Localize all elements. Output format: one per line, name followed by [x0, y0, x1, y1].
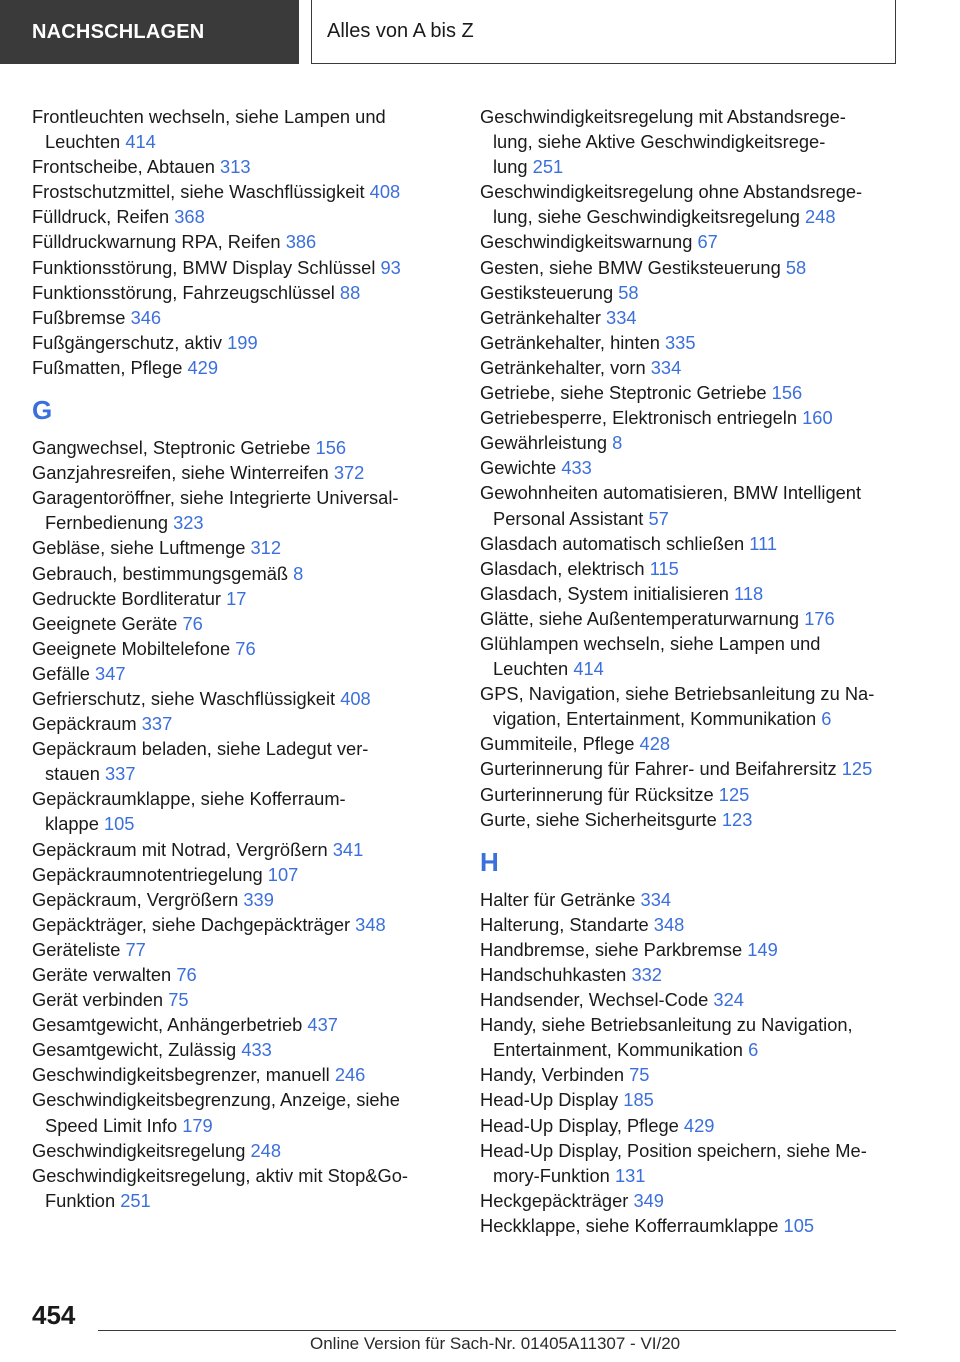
index-entry-text: Ganzjahresreifen, siehe Winterreifen [32, 462, 329, 484]
index-entry-text: Gestiksteuerung [480, 281, 614, 303]
index-entry [32, 305, 452, 330]
index-entry-text: Geräte verwalten [32, 964, 172, 985]
page-reference-link[interactable]: 6 [748, 1039, 759, 1061]
index-entry [480, 1087, 900, 1112]
page-reference-link[interactable]: 17 [226, 587, 247, 609]
page-reference-link[interactable]: 125 [718, 783, 750, 805]
index-entry [32, 280, 452, 305]
index-entry [480, 681, 900, 731]
index-entry [480, 104, 900, 179]
index-entry-text: Glühlampen wechseln, siehe Lampen und [480, 632, 821, 654]
index-entry [32, 355, 452, 380]
index-entry-text: lung, siehe Geschwindigkeitsregelung [493, 206, 800, 228]
index-letter-heading: G [32, 395, 53, 426]
index-entry-text: Geräteliste [32, 938, 121, 960]
index-entry [32, 229, 452, 254]
index-entry-text: lung, siehe Aktive Geschwindigkeitsrege- [493, 131, 826, 153]
index-entry [32, 862, 452, 887]
page-reference-link[interactable]: 339 [243, 888, 274, 910]
index-entry-text: Gefälle [32, 662, 90, 684]
page-reference-link[interactable]: 199 [227, 331, 258, 353]
index-entry-text: Gefrierschutz, siehe Waschflüssigkeit [32, 687, 336, 709]
index-entry-text: Gebrauch, bestimmungsgemäß [32, 562, 289, 584]
index-entry-text: Geeignete Mobiltelefone [32, 637, 231, 659]
page-reference-link[interactable]: 8 [612, 432, 623, 454]
index-entry-text: Leuchten [45, 131, 121, 153]
index-entry-text: Fußgängerschutz, aktiv [32, 331, 223, 353]
index-entry [32, 435, 452, 460]
index-entry [480, 305, 900, 330]
page-reference-link[interactable]: 429 [187, 356, 218, 378]
page-reference-link[interactable]: 334 [650, 356, 682, 378]
index-entry-text: mory-Funktion [493, 1164, 610, 1186]
index-entry [32, 837, 452, 862]
index-entry [480, 987, 900, 1012]
index-entry-text: Frontleuchten wechseln, siehe Lampen und [32, 106, 386, 127]
page-reference-link[interactable]: 107 [267, 863, 299, 885]
page-reference-link[interactable]: 76 [182, 612, 203, 634]
index-entry [480, 330, 900, 355]
page-reference-link[interactable]: 118 [734, 582, 764, 604]
index-entry [32, 686, 452, 711]
index-entry-text: Gewährleistung [480, 432, 608, 454]
page-reference-link[interactable]: 75 [629, 1064, 650, 1086]
page-reference-link[interactable]: 346 [130, 306, 162, 328]
index-entry-text: Glasdach, System initialisieren [480, 582, 729, 604]
index-entry-text: Gurterinnerung für Fahrer- und Beifahrersitz [480, 758, 837, 780]
index-entry-text: Gepäckraum mit Notrad, Vergrößern [32, 838, 328, 860]
index-entry-text: Funktionsstörung, Fahrzeugschlüssel [32, 281, 335, 303]
index-entry [32, 912, 452, 937]
page-reference-link[interactable]: 248 [805, 206, 836, 228]
index-entry-text: Glasdach automatisch schließen [480, 532, 745, 554]
index-entry [480, 581, 900, 606]
page-reference-link[interactable]: 349 [633, 1189, 664, 1211]
page-reference-link[interactable]: 251 [120, 1189, 151, 1211]
page-reference-link[interactable]: 368 [174, 206, 205, 228]
page-reference-link[interactable]: 160 [802, 407, 833, 429]
index-entry-text: Getriebe, siehe Steptronic Getriebe [480, 382, 767, 404]
page-reference-link[interactable]: 176 [804, 607, 835, 629]
index-entry [32, 154, 452, 179]
footer-online-version: Online Version für Sach-Nr. 01405A11307 - VI/20 [310, 1334, 681, 1353]
page-reference-link[interactable]: 414 [125, 131, 156, 153]
page-reference-link[interactable]: 88 [339, 281, 361, 303]
index-entry-text: Halter für Getränke [480, 888, 636, 910]
index-entry [32, 1163, 452, 1213]
index-entry [480, 912, 900, 937]
index-entry-text: Geschwindigkeitsregelung [32, 1139, 246, 1161]
index-entry [480, 1062, 900, 1087]
index-entry [480, 1188, 900, 1213]
index-entry-text: Gedruckte Bordliteratur [32, 587, 221, 609]
page-reference-link[interactable]: 335 [664, 331, 696, 353]
page-reference-link[interactable]: 347 [95, 662, 126, 684]
index-entry-text: Handsender, Wechsel-Code [480, 989, 709, 1011]
page-reference-link[interactable]: 6 [821, 708, 832, 730]
page-reference-link[interactable]: 149 [747, 938, 778, 960]
index-column-right [480, 104, 900, 1238]
index-entry [32, 460, 452, 485]
index-entry-text: stauen [45, 763, 100, 785]
page-reference-link[interactable]: 414 [573, 658, 604, 680]
page-reference-link[interactable]: 334 [606, 306, 637, 328]
page-reference-link[interactable]: 433 [561, 457, 592, 479]
index-entry [32, 204, 452, 229]
page-reference-link[interactable]: 179 [182, 1114, 213, 1136]
page-reference-link[interactable]: 156 [315, 437, 347, 459]
index-entry-text: Funktion [45, 1189, 116, 1211]
index-entry-text: Handbremse, siehe Parkbremse [480, 938, 743, 960]
page-reference-link[interactable]: 372 [333, 462, 365, 484]
index-entry [32, 179, 452, 204]
section-label: NACHSCHLAGEN [32, 20, 205, 43]
index-entry [480, 731, 900, 756]
index-entry [32, 1138, 452, 1163]
page-reference-link[interactable]: 111 [749, 532, 778, 554]
page-reference-link[interactable]: 332 [631, 964, 662, 985]
page-reference-link[interactable]: 337 [141, 713, 173, 735]
index-entry-text: Gesamtgewicht, Anhängerbetrieb [32, 1014, 303, 1036]
index-entry [32, 786, 452, 836]
index-entry-text: Fußbremse [32, 306, 126, 328]
index-entry-text: Gesten, siehe BMW Gestiksteuerung [480, 256, 781, 278]
index-entry [32, 962, 452, 987]
index-entry [32, 1012, 452, 1037]
index-entry [480, 455, 900, 480]
index-entry-text: Entertainment, Kommunikation [493, 1039, 743, 1061]
index-entry-text: Getriebesperre, Elektronisch entriegeln [480, 407, 798, 429]
page-reference-link[interactable]: 324 [713, 989, 744, 1011]
page-reference-link[interactable]: 156 [771, 382, 803, 404]
page-reference-link[interactable]: 337 [104, 763, 136, 785]
page-reference-link[interactable]: 185 [623, 1089, 654, 1111]
index-entry [32, 661, 452, 686]
index-entry-text: Heckgepäckträger [480, 1189, 629, 1211]
index-entry [32, 104, 452, 154]
index-entry [32, 736, 452, 786]
index-letter-heading: H [480, 846, 499, 877]
index-entry [480, 380, 900, 405]
page-reference-link[interactable]: 105 [783, 1214, 815, 1236]
index-entry [480, 355, 900, 380]
section-tab [0, 0, 299, 64]
index-entry-text: Glätte, siehe Außentemperaturwarnung [480, 607, 800, 629]
index-entry [480, 430, 900, 455]
index-entry-text: Personal Assistant [493, 507, 644, 529]
index-entry-text: Geschwindigkeitsregelung, aktiv mit Stop&Go- [32, 1164, 408, 1186]
index-entry-text: Leuchten [493, 658, 569, 680]
index-entry [480, 1012, 900, 1062]
page-reference-link[interactable]: 312 [250, 537, 282, 559]
index-entry-text: Fülldruckwarnung RPA, Reifen [32, 231, 281, 253]
index-entry [480, 1138, 900, 1188]
index-entry-text: Garagentoröffner, siehe Integrierte Universal- [32, 487, 399, 509]
index-entry-text: Frostschutzmittel, siehe Waschflüssigkeit [32, 181, 365, 203]
page-reference-link[interactable]: 313 [220, 156, 251, 178]
index-entry-text: Glasdach, elektrisch [480, 557, 645, 579]
index-entry-text: Frontscheibe, Abtauen [32, 156, 215, 178]
index-entry-text: vigation, Entertainment, Kommunikation [493, 708, 817, 730]
index-entry-text: Getränkehalter [480, 306, 601, 328]
index-entry [32, 561, 452, 586]
index-entry-text: Fernbedienung [45, 512, 168, 534]
index-entry-text: Gurte, siehe Sicherheitsgurte [480, 808, 717, 830]
index-entry-text: Heckklappe, siehe Kofferraumklappe [480, 1214, 779, 1236]
page-reference-link[interactable]: 246 [334, 1064, 366, 1086]
index-entry [480, 962, 900, 987]
index-entry-text: Head-Up Display, Position speichern, siehe Me- [480, 1139, 867, 1161]
index-entry [480, 887, 900, 912]
index-entry-text: Gangwechsel, Steptronic Getriebe [32, 437, 311, 459]
index-entry-text: Geschwindigkeitswarnung [480, 231, 693, 253]
page-reference-link[interactable]: 334 [640, 888, 672, 910]
index-entry [32, 1037, 452, 1062]
index-entry-text: Geschwindigkeitsbegrenzung, Anzeige, siehe [32, 1089, 400, 1111]
index-entry-text: Geschwindigkeitsregelung mit Abstandsrege- [480, 106, 846, 127]
index-entry-text: Halterung, Standarte [480, 913, 649, 935]
page-reference-link[interactable]: 408 [369, 181, 401, 203]
index-entry [480, 782, 900, 807]
index-entry-text: Getränkehalter, hinten [480, 331, 660, 353]
index-column-left [32, 104, 452, 1213]
index-entry-text: Gepäckraum beladen, siehe Ladegut ver- [32, 738, 369, 760]
index-entry [32, 330, 452, 355]
page-reference-link[interactable]: 386 [285, 231, 317, 253]
index-entry [32, 711, 452, 736]
index-entry-text: Handy, siehe Betriebsanleitung zu Navigation, [480, 1014, 853, 1036]
index-entry-text: Gepäckraumklappe, siehe Kofferraum- [32, 788, 346, 810]
page-reference-link[interactable]: 408 [340, 687, 371, 709]
index-entry-text: Fußmatten, Pflege [32, 356, 183, 378]
index-entry [480, 531, 900, 556]
index-entry [480, 255, 900, 280]
index-entry [480, 280, 900, 305]
index-entry-text: Gepäckraum, Vergrößern [32, 888, 239, 910]
index-entry [480, 937, 900, 962]
index-entry-text: Fülldruck, Reifen [32, 206, 170, 228]
page-reference-link[interactable]: 433 [241, 1039, 272, 1061]
index-entry [480, 756, 900, 781]
page-reference-link[interactable]: 251 [532, 156, 564, 178]
index-entry-text: Funktionsstörung, BMW Display Schlüssel [32, 256, 376, 278]
index-entry-text: Gerät verbinden [32, 989, 164, 1011]
index-entry [480, 1213, 900, 1238]
index-entry [32, 535, 452, 560]
index-entry [32, 485, 452, 535]
index-entry-text: Head-Up Display [480, 1089, 619, 1111]
index-entry [32, 887, 452, 912]
index-entry-text: klappe [45, 813, 99, 835]
page-reference-link[interactable]: 125 [841, 758, 873, 780]
page-number: 454 [32, 1300, 76, 1330]
page-reference-link[interactable]: 76 [235, 637, 256, 659]
page-reference-link[interactable]: 123 [721, 808, 753, 830]
page-reference-link[interactable]: 437 [307, 1014, 338, 1036]
index-entry-text: Gepäckraum [32, 713, 137, 735]
index-entry [480, 405, 900, 430]
page-title: Alles von A bis Z [327, 20, 474, 42]
index-entry-text: Gebläse, siehe Luftmenge [32, 537, 246, 559]
page-reference-link[interactable]: 248 [250, 1139, 282, 1161]
index-entry-text: Gewohnheiten automatisieren, BMW Intelligent [480, 482, 862, 504]
page-header-title [311, 0, 896, 64]
page-reference-link[interactable]: 8 [293, 562, 304, 584]
index-entry [32, 1062, 452, 1087]
index-entry [480, 606, 900, 631]
index-entry-text: Gewichte [480, 457, 557, 479]
index-entry-text: Head-Up Display, Pflege [480, 1114, 679, 1136]
page-reference-link[interactable]: 105 [103, 813, 135, 835]
index-entry [32, 937, 452, 962]
index-entry [32, 1087, 452, 1137]
index-entry [480, 556, 900, 581]
page-reference-link[interactable]: 58 [618, 281, 639, 303]
index-entry-text: Gepäckraumnotentriegelung [32, 863, 263, 885]
index-entry [480, 229, 900, 254]
index-entry [480, 807, 900, 832]
index-entry [32, 987, 452, 1012]
index-entry [480, 1113, 900, 1138]
page-reference-link[interactable]: 348 [653, 913, 685, 935]
index-entry [480, 631, 900, 681]
index-entry-text: Gepäckträger, siehe Dachgepäckträger [32, 913, 351, 935]
index-entry-text: Handschuhkasten [480, 964, 627, 985]
page-reference-link[interactable]: 341 [332, 838, 364, 860]
index-entry-text: Handy, Verbinden [480, 1064, 624, 1086]
page-reference-link[interactable]: 75 [168, 989, 189, 1011]
index-entry-text: Gummiteile, Pflege [480, 733, 635, 755]
index-entry-text: Getränkehalter, vorn [480, 356, 646, 378]
index-entry [32, 255, 452, 280]
index-entry-text: Geschwindigkeitsregelung ohne Abstandsrege- [480, 181, 863, 203]
index-entry-text: GPS, Navigation, siehe Betriebsanleitung zu Na- [480, 683, 875, 705]
page-reference-link[interactable]: 57 [648, 507, 669, 529]
index-entry-text: lung [493, 156, 528, 178]
index-entry [480, 480, 900, 530]
page-reference-link[interactable]: 58 [785, 256, 807, 278]
page-reference-link[interactable]: 131 [614, 1164, 646, 1186]
page-reference-link[interactable]: 115 [649, 557, 679, 579]
page-reference-link[interactable]: 348 [355, 913, 386, 935]
index-entry [480, 179, 900, 229]
page-reference-link[interactable]: 428 [639, 733, 671, 755]
footer-divider [98, 1330, 896, 1331]
index-entry-text: Gurterinnerung für Rücksitze [480, 783, 714, 805]
index-entry-text: Speed Limit Info [45, 1114, 178, 1136]
index-entry-text: Gesamtgewicht, Zulässig [32, 1039, 237, 1061]
page-reference-link[interactable]: 93 [380, 256, 401, 278]
index-entry-text: Geeignete Geräte [32, 612, 178, 634]
index-entry [32, 636, 452, 661]
index-entry-text: Geschwindigkeitsbegrenzer, manuell [32, 1064, 330, 1086]
page-reference-link[interactable]: 77 [125, 938, 146, 960]
page-reference-link[interactable]: 323 [173, 512, 204, 534]
index-entry [32, 586, 452, 611]
page-reference-link[interactable]: 429 [683, 1114, 715, 1136]
page-reference-link[interactable]: 67 [697, 231, 718, 253]
page-reference-link[interactable]: 76 [176, 964, 197, 985]
index-entry [32, 611, 452, 636]
